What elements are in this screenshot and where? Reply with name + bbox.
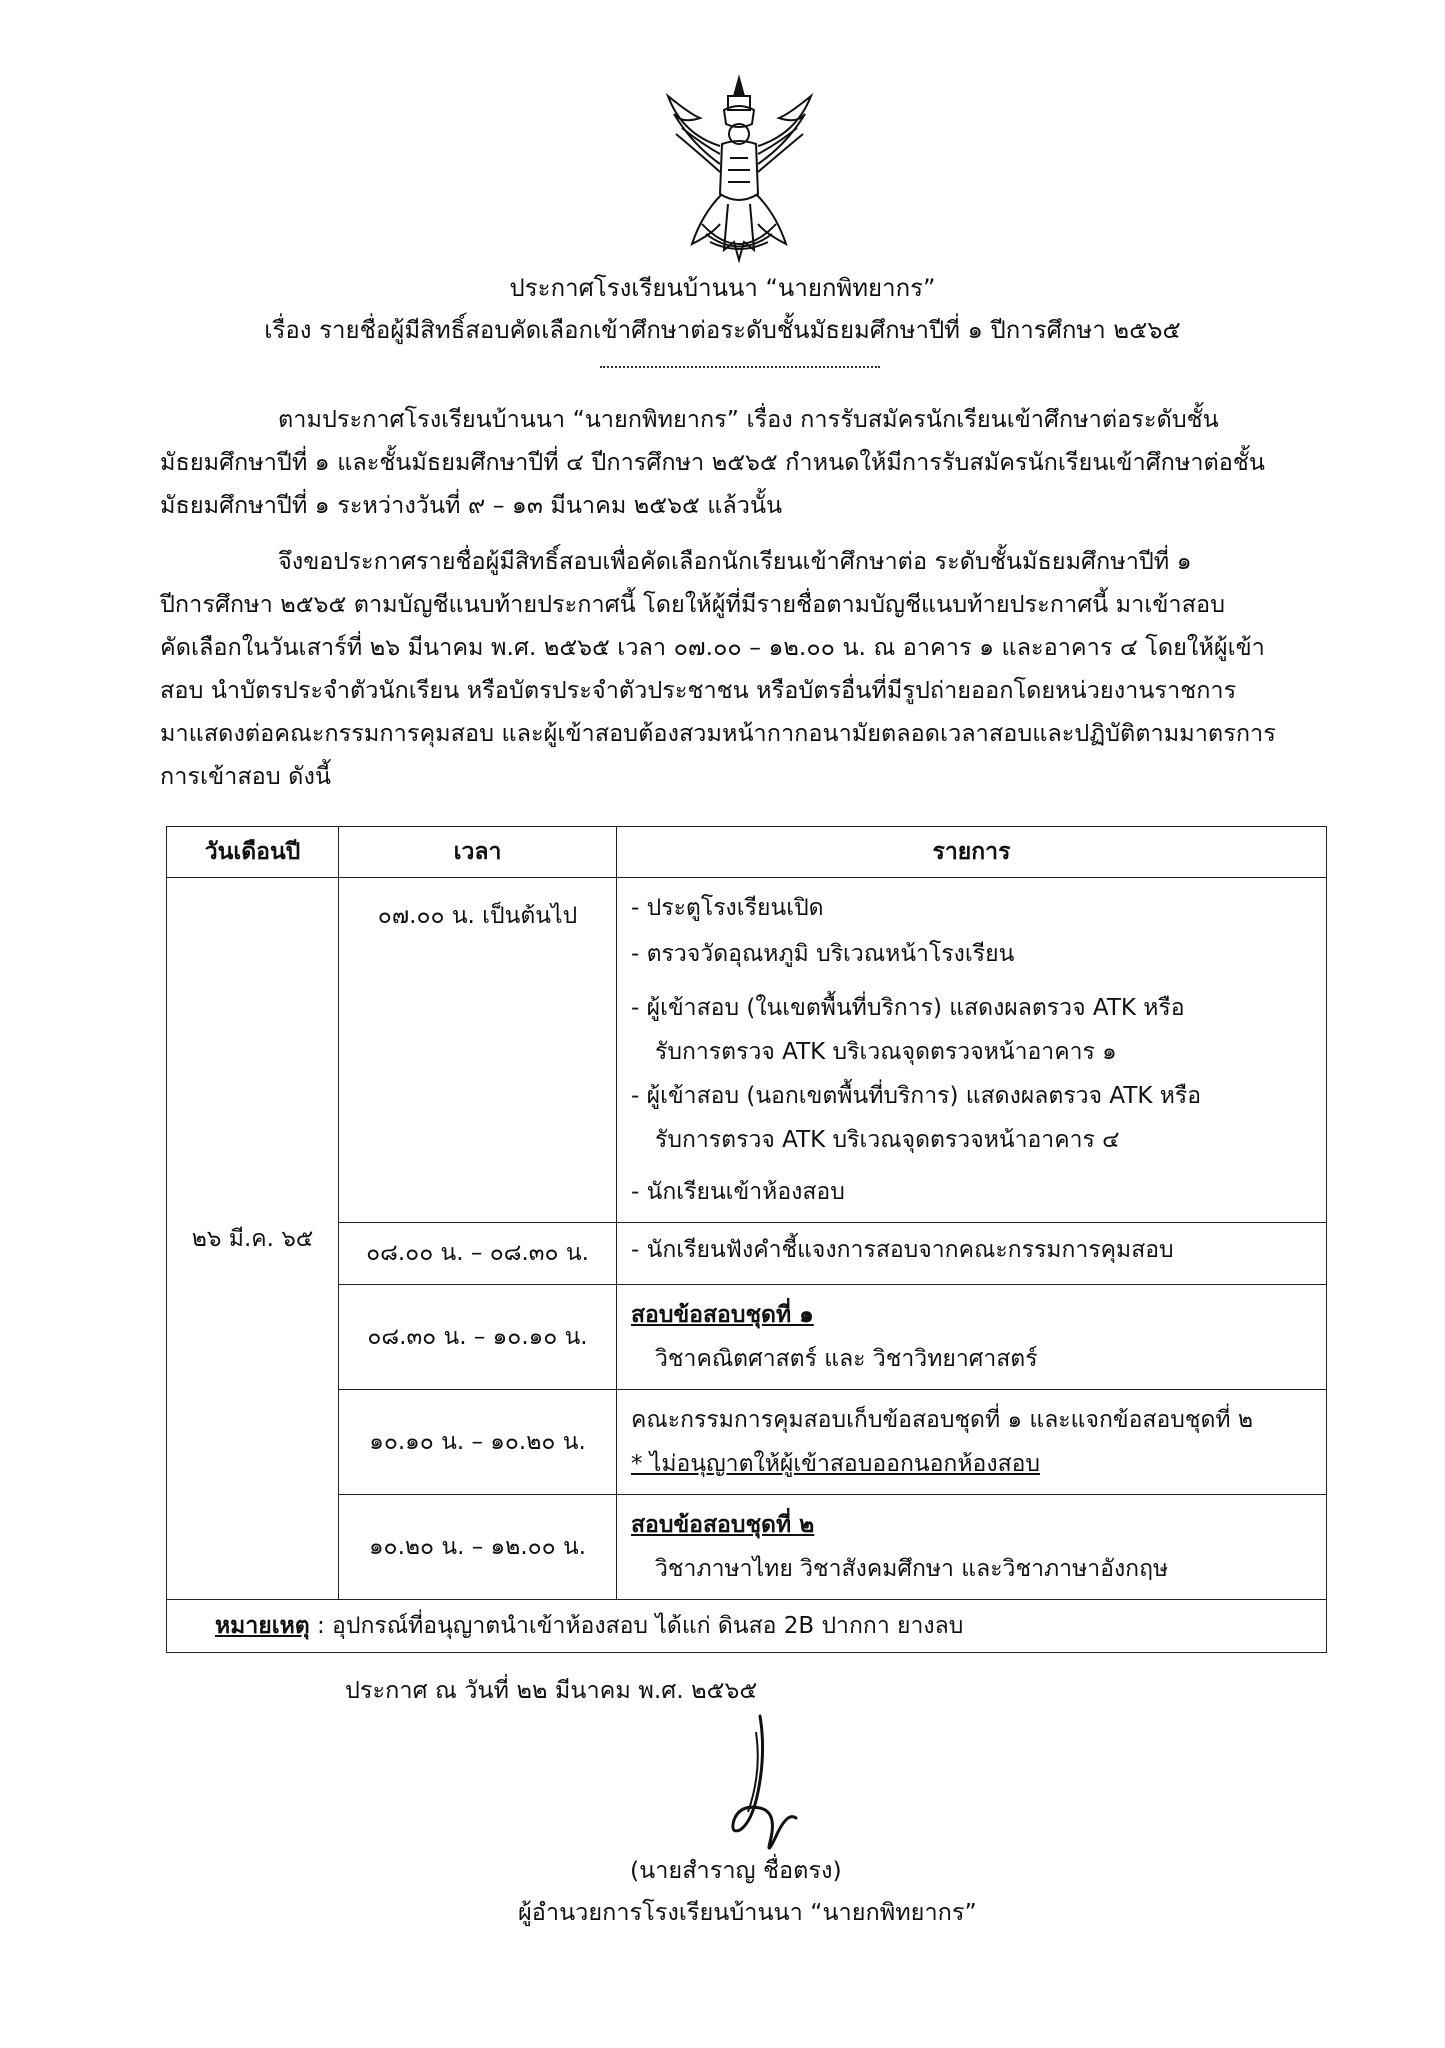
paragraph-line: คัดเลือกในวันเสาร์ที่ ๒๖ มีนาคม พ.ศ. ๒๕๖๕ เวลา ๐๗.๐๐ – ๑๒.๐๐ น. ณ อาคาร ๑ และอาคาร ๔ โดยให้ผู้เข้า	[160, 633, 1265, 661]
list-item: วิชาภาษาไทย วิชาสังคมศึกษา และวิชาภาษาอังกฤษ	[655, 1556, 1169, 1582]
note-label: หมายเหตุ	[215, 1613, 310, 1639]
announcement-title: ประกาศโรงเรียนบ้านนา “นายกพิทยากร”	[509, 274, 936, 302]
paragraph-line: มัธยมศึกษาปีที่ ๑ และชั้นมัธยมศึกษาปีที่ ๔ ปีการศึกษา ๒๕๖๕ กำหนดให้มีการรับสมัครนักเรียนเข้าศึกษาต่อชั้น	[160, 448, 1265, 476]
note-cell	[167, 1600, 1327, 1653]
time-cell: ๐๗.๐๐ น. เป็นต้นไป	[339, 878, 617, 1223]
time-cell: ๑๐.๒๐ น. – ๑๒.๐๐ น.	[339, 1495, 617, 1600]
list-item: สอบข้อสอบชุดที่ ๑	[631, 1302, 814, 1328]
announcement-subject: เรื่อง รายชื่อผู้มีสิทธิ์สอบคัดเลือกเข้าศึกษาต่อระดับชั้นมัธยมศึกษาปีที่ ๑ ปีการศึกษา ๒๕๖๕	[264, 316, 1181, 344]
table-row	[167, 878, 1327, 1223]
body-paragraph-2	[160, 540, 1332, 798]
signature-icon	[700, 1712, 820, 1862]
announce-date: ประกาศ ณ วันที่ ๒๒ มีนาคม พ.ศ. ๒๕๖๕	[345, 1676, 758, 1704]
paragraph-line: มาแสดงต่อคณะกรรมการคุมสอบ และผู้เข้าสอบต้องสวมหน้ากากอนามัยตลอดเวลาสอบและปฏิบัติตามมาตรการ	[160, 719, 1276, 747]
list-item: * ไม่อนุญาตให้ผู้เข้าสอบออกนอกห้องสอบ	[631, 1451, 1041, 1477]
header-time: เวลา	[339, 827, 617, 878]
list-item: - ผู้เข้าสอบ (ในเขตพื้นที่บริการ) แสดงผลตรวจ ATK หรือ	[631, 995, 1185, 1021]
paragraph-line: การเข้าสอบ ดังนี้	[160, 762, 331, 790]
list-item: - นักเรียนฟังคำชี้แจงการสอบจากคณะกรรมการคุมสอบ	[631, 1236, 1174, 1263]
header-items: รายการ	[617, 827, 1327, 878]
table-row	[167, 1495, 1327, 1600]
list-item: - นักเรียนเข้าห้องสอบ	[631, 1179, 845, 1205]
list-item: สอบข้อสอบชุดที่ ๒	[631, 1512, 815, 1538]
list-item: วิชาคณิตศาสตร์ และ วิชาวิทยาศาสตร์	[655, 1346, 1038, 1372]
items-cell	[617, 1390, 1327, 1495]
header-date: วันเดือนปี	[167, 827, 339, 878]
list-item: - ตรวจวัดอุณหภูมิ บริเวณหน้าโรงเรียน	[631, 941, 1015, 967]
list-item: - ผู้เข้าสอบ (นอกเขตพื้นที่บริการ) แสดงผลตรวจ ATK หรือ	[631, 1083, 1202, 1109]
table-row	[167, 1223, 1327, 1285]
paragraph-line: ตามประกาศโรงเรียนบ้านนา “นายกพิทยากร” เรื่อง การรับสมัครนักเรียนเข้าศึกษาต่อระดับชั้น	[278, 405, 1219, 433]
paragraph-line: ปีการศึกษา ๒๕๖๕ ตามบัญชีแนบท้ายประกาศนี้ โดยให้ผู้ที่มีรายชื่อตามบัญชีแนบท้ายประกาศนี้ มาเข้าสอบ	[160, 590, 1226, 618]
title-divider	[600, 366, 880, 368]
signer-position: ผู้อำนวยการโรงเรียนบ้านนา “นายกพิทยากร”	[518, 1898, 977, 1926]
date-cell: ๒๖ มี.ค. ๖๕	[167, 878, 339, 1600]
list-item: รับการตรวจ ATK บริเวณจุดตรวจหน้าอาคาร ๑	[655, 1039, 1117, 1065]
list-item: รับการตรวจ ATK บริเวณจุดตรวจหน้าอาคาร ๔	[655, 1127, 1120, 1153]
items-cell	[617, 1285, 1327, 1390]
table-header-row	[167, 827, 1327, 878]
paragraph-line: มัธยมศึกษาปีที่ ๑ ระหว่างวันที่ ๙ – ๑๓ มีนาคม ๒๕๖๕ แล้วนั้น	[160, 491, 783, 519]
items-cell	[617, 878, 1327, 1223]
table-row	[167, 1390, 1327, 1495]
list-item: คณะกรรมการคุมสอบเก็บข้อสอบชุดที่ ๑ และแจกข้อสอบชุดที่ ๒	[631, 1407, 1254, 1433]
body-paragraph-1	[160, 398, 1332, 527]
signer-name: (นายสำราญ ชื่อตรง)	[630, 1856, 842, 1884]
paragraph-line: สอบ นำบัตรประจำตัวนักเรียน หรือบัตรประจำตัวประชาชน หรือบัตรอื่นที่มีรูปถ่ายออกโดยหน่วยงานราชการ	[160, 676, 1237, 704]
table-row	[167, 1285, 1327, 1390]
paragraph-line: จึงขอประกาศรายชื่อผู้มีสิทธิ์สอบเพื่อคัดเลือกนักเรียนเข้าศึกษาต่อ ระดับชั้นมัธยมศึกษาปีที่ ๑	[278, 547, 1192, 575]
items-cell	[617, 1495, 1327, 1600]
exam-schedule-table	[166, 826, 1327, 1653]
note-text: : อุปกรณ์ที่อนุญาตนำเข้าห้องสอบ ได้แก่ ดินสอ 2B ปากกา ยางลบ	[317, 1613, 964, 1639]
list-item: - ประตูโรงเรียนเปิด	[631, 895, 824, 921]
table-note-row	[167, 1600, 1327, 1653]
garuda-emblem-icon	[662, 74, 817, 264]
time-cell: ๐๘.๓๐ น. – ๑๐.๑๐ น.	[339, 1285, 617, 1390]
items-cell	[617, 1223, 1327, 1285]
time-cell: ๑๐.๑๐ น. – ๑๐.๒๐ น.	[339, 1390, 617, 1495]
time-cell: ๐๘.๐๐ น. – ๐๘.๓๐ น.	[339, 1223, 617, 1285]
